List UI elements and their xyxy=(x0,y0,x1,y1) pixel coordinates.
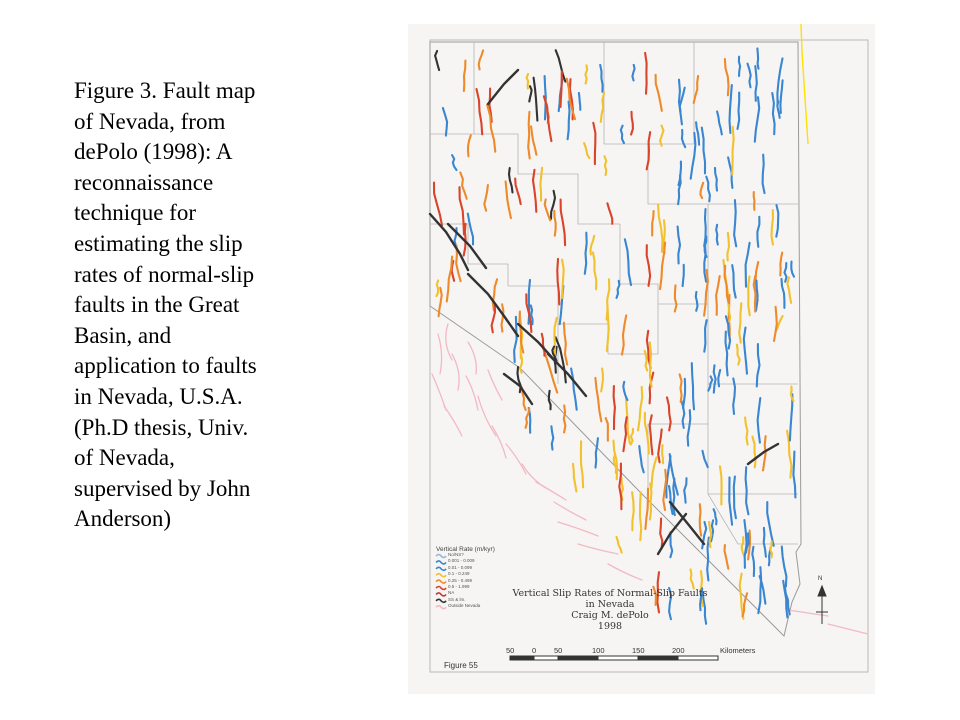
fault-trace xyxy=(725,59,729,95)
legend-swatches xyxy=(436,555,446,609)
fault-trace xyxy=(730,85,732,133)
fault-trace xyxy=(645,53,647,94)
scale-bar-segment xyxy=(558,656,598,660)
map-title xyxy=(500,588,720,632)
county-line xyxy=(648,324,708,494)
fault-trace xyxy=(460,187,465,234)
caption-line: reconnaissance xyxy=(74,169,214,195)
fault-trace xyxy=(727,233,729,261)
fault-trace xyxy=(617,281,620,298)
scale-bar-frame xyxy=(510,656,718,660)
scale-tick-label: 0 xyxy=(532,646,537,655)
highlight-line xyxy=(801,24,808,144)
fault-trace xyxy=(464,61,466,91)
fault-trace xyxy=(479,50,483,69)
fault-trace xyxy=(432,374,446,410)
legend-swatch xyxy=(436,555,446,558)
fault-trace xyxy=(716,276,720,315)
fault-trace xyxy=(691,133,696,179)
fault-trace xyxy=(506,444,526,474)
fault-trace xyxy=(673,479,675,515)
fault-trace xyxy=(720,466,722,504)
fault-trace xyxy=(692,363,694,409)
fault-trace xyxy=(755,66,757,101)
fault-trace xyxy=(732,127,734,175)
legend-item-label: No/NS? xyxy=(448,552,464,557)
fault-trace xyxy=(621,126,624,143)
fault-trace xyxy=(638,387,642,431)
fault-trace xyxy=(631,112,633,135)
fault-trace xyxy=(675,285,677,311)
fault-trace xyxy=(443,108,447,136)
fault-trace xyxy=(554,211,555,236)
fault-trace xyxy=(658,205,662,253)
strike-slip-fault xyxy=(488,70,518,104)
fault-trace xyxy=(607,306,609,351)
fault-trace xyxy=(739,57,740,76)
fault-trace xyxy=(757,217,759,247)
fault-trace xyxy=(767,502,774,546)
fault-trace xyxy=(706,177,710,202)
fault-trace xyxy=(452,354,459,390)
fault-trace xyxy=(696,292,698,311)
fault-trace xyxy=(468,135,471,156)
fault-trace xyxy=(551,426,553,449)
fault-trace xyxy=(478,396,496,436)
fault-trace xyxy=(506,181,511,218)
fault-trace xyxy=(515,179,521,205)
scale-tick-label: 100 xyxy=(592,646,605,655)
fault-trace xyxy=(734,477,736,519)
fault-trace xyxy=(700,183,703,198)
fault-trace xyxy=(678,227,680,264)
north-arrow-head xyxy=(818,586,826,596)
fault-trace xyxy=(656,75,662,111)
fault-trace xyxy=(793,452,795,498)
scale-tick-label: 200 xyxy=(672,646,685,655)
fault-trace xyxy=(622,315,626,354)
scale-bar-segment xyxy=(510,656,534,660)
fault-trace xyxy=(716,225,718,245)
fault-trace xyxy=(791,262,794,277)
fault-trace xyxy=(774,307,777,341)
fault-trace xyxy=(715,168,717,191)
fault-trace xyxy=(650,484,652,520)
fault-trace xyxy=(522,464,546,488)
caption-line: of Nevada, xyxy=(74,445,175,471)
fault-trace xyxy=(607,203,612,224)
scale-tick-label: 50 xyxy=(554,646,563,655)
fault-trace xyxy=(787,277,791,302)
fault-trace xyxy=(725,545,729,569)
fault-trace xyxy=(744,328,747,374)
scale-bar xyxy=(510,656,718,660)
fault-trace xyxy=(650,342,652,386)
fault-trace xyxy=(593,123,595,164)
fault-trace xyxy=(758,398,761,443)
fault-trace xyxy=(558,522,598,536)
fault-trace xyxy=(785,263,787,282)
fault-trace xyxy=(533,170,536,212)
fault-trace xyxy=(631,429,633,445)
legend-swatch xyxy=(436,567,446,570)
fault-trace xyxy=(684,478,686,503)
fault-trace xyxy=(640,492,641,540)
fault-trace xyxy=(625,239,631,285)
fault-trace xyxy=(595,378,601,421)
legend-swatch xyxy=(436,561,446,564)
figure-label: Figure 55 xyxy=(444,661,478,670)
fault-traces xyxy=(430,48,795,623)
fault-trace xyxy=(540,168,542,201)
fault-trace xyxy=(757,48,758,68)
fault-trace xyxy=(578,544,618,554)
fault-trace xyxy=(632,65,634,81)
fault-trace xyxy=(763,155,765,193)
fault-trace xyxy=(669,486,673,514)
caption-line: Basin, and xyxy=(74,322,172,348)
fault-trace xyxy=(608,564,642,580)
fault-trace xyxy=(754,276,756,312)
legend-item-label: 0.25 - 0.499 xyxy=(448,577,473,583)
fault-trace xyxy=(780,80,782,113)
fault-trace xyxy=(732,265,736,298)
fault-trace xyxy=(534,78,538,121)
fault-map-scan xyxy=(408,24,875,694)
caption-line: dePolo (1998): A xyxy=(74,139,233,165)
fault-trace xyxy=(683,379,685,408)
fault-trace xyxy=(682,130,685,147)
fault-trace xyxy=(670,532,672,557)
fault-trace xyxy=(632,492,634,530)
fault-trace xyxy=(703,451,708,467)
fault-trace xyxy=(514,317,517,362)
fault-trace xyxy=(707,538,709,581)
caption-line: faults in the Great xyxy=(74,292,240,318)
fault-trace xyxy=(606,418,608,441)
caption-line: of Nevada, from xyxy=(74,108,226,134)
fault-trace xyxy=(596,438,598,467)
fault-trace xyxy=(658,429,662,462)
fault-trace xyxy=(696,122,699,144)
fault-trace xyxy=(557,259,559,305)
fault-trace xyxy=(739,303,741,343)
fault-trace xyxy=(447,257,452,302)
fault-trace xyxy=(714,509,717,524)
fault-trace xyxy=(714,365,716,392)
fault-trace xyxy=(585,233,587,274)
fault-trace xyxy=(683,265,684,286)
caption-line: (Ph.D thesis, Univ. xyxy=(74,414,249,440)
fault-trace xyxy=(752,547,754,576)
caption-line: estimating the slip xyxy=(74,230,243,256)
fault-trace xyxy=(660,519,662,549)
fault-trace xyxy=(444,406,462,436)
fault-trace xyxy=(529,86,531,101)
scale-bar-segment xyxy=(638,656,678,660)
fault-trace xyxy=(452,155,456,170)
fault-trace xyxy=(746,467,749,514)
fault-trace xyxy=(828,624,868,634)
fault-trace xyxy=(545,199,551,220)
fault-trace xyxy=(468,342,476,374)
legend-item-label: SS & lm. xyxy=(448,596,466,602)
fault-trace xyxy=(726,332,728,376)
fault-trace xyxy=(623,417,626,451)
fault-trace xyxy=(790,394,793,440)
fault-trace xyxy=(691,569,694,588)
fault-trace xyxy=(700,504,701,536)
fault-trace xyxy=(733,379,735,414)
fault-trace xyxy=(652,211,653,235)
legend-item-label: NA xyxy=(448,590,455,596)
caption-line: Anderson) xyxy=(74,506,172,532)
fault-trace xyxy=(680,374,682,402)
caption-line: technique for xyxy=(74,200,196,226)
fault-trace xyxy=(528,112,530,159)
fault-trace xyxy=(650,415,653,454)
north-arrow-icon xyxy=(816,586,828,624)
map-title-line: Vertical Slip Rates of Normal-Slip Faults xyxy=(512,588,708,599)
scale-tick-label: 50 xyxy=(506,646,515,655)
fault-trace xyxy=(734,200,736,246)
fault-trace xyxy=(704,244,706,281)
legend-item-label: 0.5 - 1.999 xyxy=(448,584,470,589)
fault-trace xyxy=(526,408,530,428)
fault-trace xyxy=(782,279,785,308)
fault-trace xyxy=(758,567,761,613)
fault-trace xyxy=(663,470,666,510)
fault-trace xyxy=(556,50,566,81)
fault-trace xyxy=(605,156,607,175)
north-label: N xyxy=(818,576,823,582)
legend-item-label: 0.1 - 0.249 xyxy=(448,571,470,577)
fault-trace xyxy=(502,304,504,331)
caption-line: application to faults xyxy=(74,353,257,379)
fault-trace xyxy=(764,528,766,557)
legend-swatch xyxy=(436,574,446,577)
fault-trace xyxy=(688,410,691,446)
fault-trace xyxy=(531,126,536,154)
caption-line: rates of normal-slip xyxy=(74,261,255,287)
legend-swatch xyxy=(436,587,446,590)
fault-trace xyxy=(561,200,566,246)
county-boundaries xyxy=(430,42,798,544)
fault-trace xyxy=(729,477,732,524)
map-title-line: Craig M. dePolo xyxy=(571,610,649,621)
legend-item-label: 0.001 - 0.009 xyxy=(448,558,475,564)
fault-trace xyxy=(772,210,773,245)
fault-trace xyxy=(564,405,566,432)
fault-trace xyxy=(468,214,473,245)
fault-trace xyxy=(717,112,722,135)
fault-trace xyxy=(780,253,782,276)
legend-item-label: Outside Nevada xyxy=(448,603,481,609)
fault-trace xyxy=(667,397,671,430)
fault-trace xyxy=(593,252,596,289)
scale-unit: Kilometers xyxy=(720,646,756,655)
fault-trace xyxy=(536,482,566,500)
legend-item-label: 0.01 - 0.099 xyxy=(448,564,473,570)
fault-trace xyxy=(623,382,627,400)
fault-trace xyxy=(435,51,439,70)
fault-trace xyxy=(662,445,663,463)
fault-trace xyxy=(446,324,452,360)
fault-trace xyxy=(617,537,622,553)
fault-trace xyxy=(745,417,748,444)
legend-swatch xyxy=(436,580,446,583)
fault-trace xyxy=(772,93,774,134)
fault-trace xyxy=(466,376,478,410)
legend-title: Vertical Rate (m/kyr) xyxy=(436,546,495,553)
fault-trace xyxy=(738,93,740,129)
fault-trace xyxy=(708,376,712,390)
fault-trace xyxy=(647,132,651,169)
legend-swatch xyxy=(436,606,446,609)
map-title-line: in Nevada xyxy=(585,599,635,610)
fault-trace xyxy=(477,89,483,134)
fault-trace xyxy=(754,192,755,210)
fault-trace xyxy=(436,281,438,297)
fault-trace xyxy=(757,344,760,386)
county-line xyxy=(648,42,694,144)
fault-trace xyxy=(509,168,513,192)
fault-trace xyxy=(660,126,663,146)
strike-slip-fault xyxy=(748,444,778,464)
fault-trace xyxy=(571,369,577,410)
map-title-line: 1998 xyxy=(597,621,623,632)
fault-trace xyxy=(651,457,656,487)
fault-trace xyxy=(554,502,586,520)
fault-trace xyxy=(527,74,529,89)
fault-trace xyxy=(678,176,681,205)
fault-trace xyxy=(585,65,587,83)
fault-trace xyxy=(601,369,603,392)
fault-trace xyxy=(614,386,615,429)
fault-trace xyxy=(755,97,759,142)
scale-tick-label: 150 xyxy=(632,646,645,655)
fault-trace xyxy=(704,320,706,352)
fault-trace xyxy=(702,128,705,174)
fault-trace xyxy=(752,437,755,468)
fault-trace xyxy=(600,65,602,92)
fault-trace xyxy=(647,245,650,286)
fault-trace xyxy=(584,143,589,158)
caption-line: in Nevada, U.S.A. xyxy=(74,383,243,409)
county-line xyxy=(430,224,508,286)
fault-trace xyxy=(542,334,545,356)
fault-trace xyxy=(748,64,751,88)
fault-trace xyxy=(460,173,466,199)
fault-trace xyxy=(737,345,740,365)
strike-slip-fault xyxy=(430,214,468,270)
fault-trace xyxy=(581,441,583,487)
caption-line: Figure 3. Fault map xyxy=(74,78,256,103)
fault-trace xyxy=(564,323,567,365)
fault-trace xyxy=(579,93,580,110)
county-line xyxy=(430,42,474,134)
legend-swatch xyxy=(436,599,446,602)
legend-swatch xyxy=(436,593,446,596)
fault-trace xyxy=(645,489,648,530)
fault-trace xyxy=(639,446,643,472)
fault-trace xyxy=(492,426,506,458)
fault-trace xyxy=(776,205,778,237)
figure-caption xyxy=(74,76,364,535)
fault-trace xyxy=(488,370,502,400)
fault-trace xyxy=(748,276,750,315)
fault-trace xyxy=(561,71,562,107)
fault-trace xyxy=(573,464,576,492)
caption-line: supervised by John xyxy=(74,475,251,501)
fault-trace xyxy=(484,185,488,211)
fault-trace xyxy=(568,102,570,140)
fault-trace xyxy=(438,334,442,374)
